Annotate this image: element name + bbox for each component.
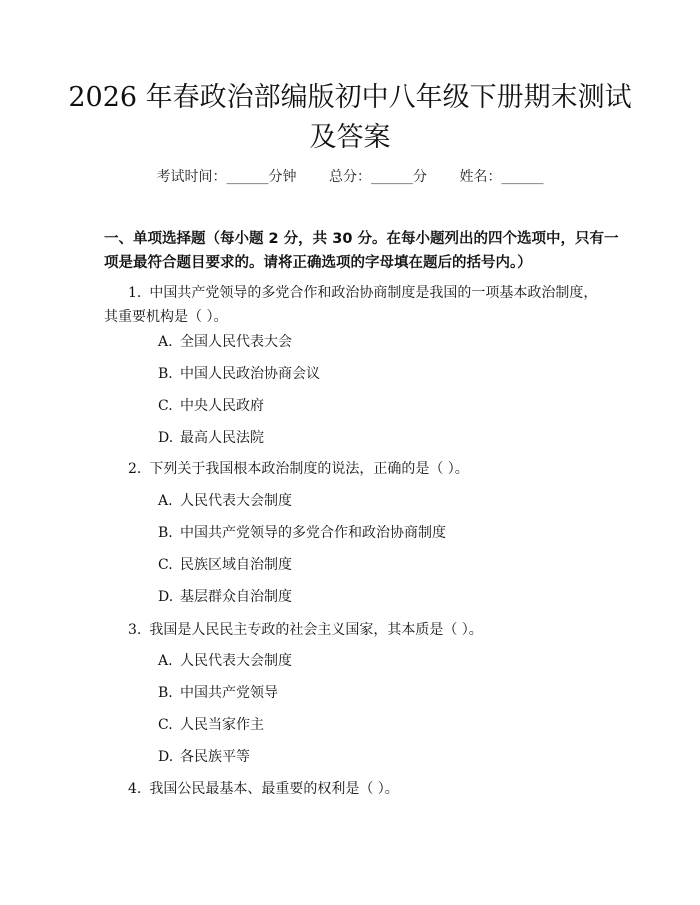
question-text: 我国公民最基本、最重要的权利是（ ）。 — [149, 781, 399, 797]
option-text: 中央人民政府 — [180, 398, 264, 414]
option-text: 民族区域自治制度 — [180, 557, 292, 573]
option-text: 中国人民政治协商会议 — [180, 366, 320, 382]
option-letter: D. — [158, 589, 174, 605]
question — [128, 457, 469, 481]
section-heading: 一、单项选择题（每小题 2 分，共 30 分。在每小题列出的四个选项中，只有一项是最符合题目要求的。请将正确选项的字母填在题后的括号内。） — [104, 231, 619, 271]
option-letter: D. — [158, 430, 174, 446]
option — [158, 332, 292, 352]
option — [158, 587, 292, 607]
option-letter: A. — [158, 653, 173, 669]
option-text: 中国共产党领导的多党合作和政治协商制度 — [180, 525, 446, 541]
option-letter: A. — [158, 493, 173, 509]
option-letter: C. — [158, 398, 173, 414]
option-text: 各民族平等 — [180, 749, 250, 765]
option — [158, 715, 264, 735]
option-text: 基层群众自治制度 — [180, 589, 292, 605]
exam-info — [0, 166, 700, 186]
option — [158, 491, 292, 511]
question — [128, 618, 483, 642]
option-text: 人民代表大会制度 — [180, 653, 292, 669]
page-title: 2026 年春政治部编版初中八年级下册期末测试及答案 — [68, 82, 632, 153]
question — [128, 281, 598, 305]
exam-score: 总分：______分 — [329, 169, 427, 185]
option-letter: D. — [158, 749, 174, 765]
option — [158, 555, 292, 575]
question-number: 3. — [128, 622, 142, 638]
question — [128, 777, 399, 801]
option — [158, 747, 250, 767]
question-number: 2. — [128, 461, 142, 477]
question-text: 中国共产党领导的多党合作和政治协商制度是我国的一项基本政治制度， — [149, 285, 598, 301]
question-text: 下列关于我国根本政治制度的说法，正确的是（ ）。 — [149, 461, 469, 477]
student-name: 姓名：______ — [459, 169, 544, 185]
option-letter: C. — [158, 717, 173, 733]
question-number: 1. — [128, 285, 142, 301]
option — [158, 364, 320, 384]
option-text: 全国人民代表大会 — [180, 334, 292, 350]
question-text: 我国是人民民主专政的社会主义国家，其本质是（ ）。 — [149, 622, 483, 638]
option — [158, 523, 446, 543]
option — [158, 396, 264, 416]
option — [158, 651, 292, 671]
option-letter: B. — [158, 685, 173, 701]
option-text: 人民当家作主 — [180, 717, 264, 733]
option-letter: B. — [158, 525, 173, 541]
option — [158, 683, 278, 703]
option-text: 最高人民法院 — [180, 430, 264, 446]
question-text-continued: 其重要机构是（ ）。 — [104, 309, 228, 325]
option-text: 中国共产党领导 — [180, 685, 278, 701]
option-letter: B. — [158, 366, 173, 382]
option-text: 人民代表大会制度 — [180, 493, 292, 509]
option-letter: C. — [158, 557, 173, 573]
option-letter: A. — [158, 334, 173, 350]
exam-time: 考试时间：______分钟 — [156, 169, 297, 185]
option — [158, 428, 264, 448]
question-number: 4. — [128, 781, 142, 797]
